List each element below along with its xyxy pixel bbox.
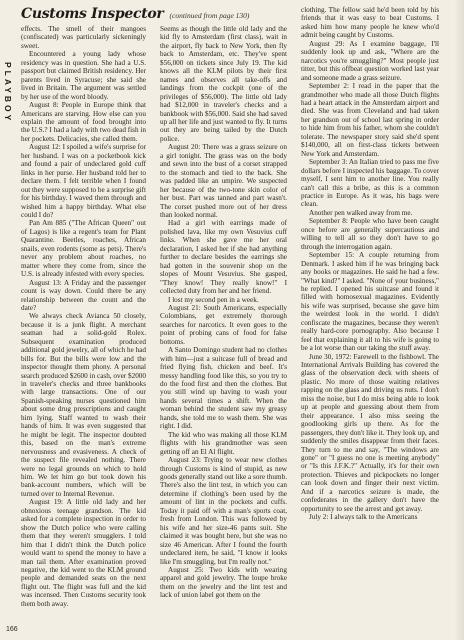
- paragraph: August 8: People in Europe think that Americans are starving. How else can you explain the amount of food brought into the U.S.? I had a lady with two dead fish in her pockets. Delicacies, she called them.: [21, 101, 146, 143]
- page-number: 166: [6, 626, 18, 633]
- paragraph: clothing. The fellow said he'd been told by his friends that it was easy to beat Customs. I asked him how many people he knew who'd admit being caught by Customs.: [301, 6, 439, 40]
- text-column-1: [21, 25, 146, 608]
- paragraph: June 30, 1972: Farewell to the fishbowl. The International Arrivals Building has covered the glass of the observation deck with sheets of plastic. No more of those waiting relatives rapping on the glass and driving us nuts. I don't miss the noise, but I do miss being able to look up at people and guessing about them from their appearance. I also miss seeing the goodlooking girls up there. As for the passengers, they don't like it. They look up, and suddenly the smiles disappear from their faces. They turn to me and say, "The windows are gone" or "I guess no one is meeting anybody" or "Is this J.F.K.?" Actually, it's for their own protection. Thieves and pickpockets no longer can look down and finger their next victim. And if a narcotics seizure is made, the confederates in the gallery don't have the opportunity to see the arrest and get away.: [301, 352, 439, 513]
- paragraph: September 2: I read in the paper that the grandmother who made all those Dutch flights had a heart attack in the Amsterdam airport and died. She was from Cleveland and had taken her grandson out of school last spring in order to hide him from his father, whom she couldn't tolerate. The newspaper story said she'd spent $140,000, all on first-class tickets between New York and Amsterdam.: [301, 82, 439, 158]
- text-column-3: [301, 6, 439, 522]
- paragraph: August 12: I spoiled a wife's surprise for her husband. I was on a pocketbook kick and found a pair of undeclared gold cuff links in her purse. Her husband told her to declare them. I felt terrible when I found out they were supposed to be a surprise gift for his birthday. I waved them through and wished him a happy birthday. What else could I do?: [21, 143, 146, 219]
- continued-note: (continued from page 130): [169, 11, 250, 20]
- page-edge-shadow: [454, 0, 464, 640]
- text-column-2: [160, 25, 287, 600]
- paragraph: August 21: South Americans, especially Colombians, get extremely thorough searches for narcotics. It even goes to the point of probing cans of food for false bottoms.: [160, 303, 287, 346]
- paragraph: effects. The smell of their mangoes (confiscated) was particularly sickeningly sweet.: [21, 25, 146, 50]
- paragraph: August 23: Trying to wear new clothes through Customs is kind of stupid, as new goods generally stand out like a sore thumb. There's also the lint test, in which you can determine if clothing's been used by the amount of lint in the pockets and cuffs. Today it paid off with a man's sports coat, fresh from London. This was followed by his wife and her size-46 pants suit. She claimed it was bought here, but she was no size 46 American. After I found the fourth undeclared item, he said, "I know it looks like I'm smuggling, but I'm really not.": [160, 456, 287, 566]
- article-title-logo: Customs Inspector: [21, 6, 164, 22]
- paragraph: August 13: A Friday and the passenger count is way down. Could there be any relationship between the count and the date?: [21, 278, 146, 312]
- paragraph: August 19: A little old lady and her obnoxious teenage grandson. The kid asked for a complete inspection in order to show the Dutch police who were calling them that they weren't smugglers. I told him that I didn't think the Dutch police would want to spend the money to have a man tail them. After examination proved negative, the kid went to the KLM ground people and demanded seats on the next flight out. The flight was full and the kid was incensed. Then Customs security took them both away.: [21, 498, 146, 608]
- paragraph: Encountered a young lady whose residency was in question. She had a U.S. passport but claimed British residency. Her parents lived in Syracuse; she said she lived in Britain. The argument was settled by her use of the word bloody.: [21, 50, 146, 101]
- paragraph: I lost my second pen in a week.: [168, 295, 259, 304]
- paragraph: Seems as though the little old lady and the kid fly to Amsterdam (first class), wait in the airport, fly back to New York, then fly back to Amsterdam, etc. They've spent $56,000 on tickets since July 19. The kid knows all the KLM pilots by their first names and observes all take-offs and landings from the cockpit (one of the privileges of $56,000). The little old lady had $12,000 in traveler's checks and a bankbook with $56,000. Said she had saved up all her life and just wanted to fly. It turns out they are being tailed by the Dutch police.: [160, 25, 287, 143]
- paragraph: Pan Am 885 ("The African Queen" out of Lagos) is like a regent's team for Plant Quarantine. Beetles, roaches, African snails, even rodents (some as pets). There's never any problem about roaches, no matter where they come from, since the U.S. is already infested with every species.: [21, 219, 146, 279]
- paragraph: August 29: As I examine baggage, I'll suddenly look up and ask, "Where are the narcotics you're smuggling?" Most people just titter, but this offbeat question worked last year and someone made a grass seizure.: [301, 39, 439, 82]
- paragraph: Another pen walked away from me.: [309, 208, 413, 217]
- paragraph: August 20: There was a grass seizure on a girl tonight. The grass was on the body and sewn into the bust of a corset strapped to the stomach and tied to the back. She was padded like an umpire. We suspected her because of the two-tone skin color of her bust. Part was tanned and part wasn't. The corset pushed more out of her dress than looked normal.: [160, 143, 287, 219]
- magazine-side-label: PLAYBOY: [3, 62, 13, 124]
- paragraph: A Santo Domingo student had no clothes with him—just a suitcase full of bread and fried flying fish, chicken and beef. It's messy handling food like this, so you try to do the food first and then the clothes. But you still wind up having to wash your hands several times a shift. When the woman behind the student saw my greasy hands, she told me to wash them. She was right. I did.: [160, 346, 287, 431]
- article-header: [21, 6, 249, 26]
- paragraph: The kid who was making all those KLM flights with his grandmother was seen getting off an El Al flight.: [160, 430, 287, 456]
- paragraph: August 25: Two kids with wearing apparel and gold jewelry. The loupe broke them on the jewelry and the lint test and lack of union label got them on the: [160, 566, 287, 600]
- paragraph: July 2: I always talk to the Americans: [309, 513, 418, 522]
- paragraph: September 15: A couple returning from Denmark. I asked him if he was bringing back any books or magazines. He said he had a few. "What kind?" I asked. "None of your business," he replied. I opened his suitcase and found it filled with homosexual magazines. Evidently his wife was surprised, because she gave him the weirdest look in the world. I didn't confiscate the magazines, because they weren't really hard-core pornography. Also because I feel that explaining it all to his wife is going to be a lot worse than our taking the stuff away.: [301, 251, 439, 353]
- paragraph: We always check Avianca 50 closely, because it is a junk flight. A merchant seaman had a solid-gold Rolex. Subsequent examination produced additional gold jewelry, all of which he had bills for. But the bills were low and the inspector thought them phony. A personal search produced $2600 in cash, over $2000 in traveler's checks and three bankbooks with large transactions. One of our Spanish-speaking nurses questioned him about some drug prescriptions and caught him lying. Staff wanted to wash their hands of him. It was even suggested that he might be legit. The inspector doubted this, based on the man's extreme nervousness and evasiveness. A check of the suspect file revealed nothing. There were no legal grounds on which to hold him. We let him go but took down his bank-account numbers, which will be turned over to Internal Revenue.: [21, 312, 146, 498]
- paragraph: Had a girl with earrings made of polished lava, like my own Vesuvius cuff links. When she gave me her oral declaration, I asked her if she had anything further to declare besides the earrings she had gotten in the souvenir shop on the slopes of Mount Vesuvius. She gasped, "They know! They really know!" I collected duty from her and her friend.: [160, 219, 287, 296]
- paragraph: September 8: People who have been caught once before are generally supercautious and willing to tell all so they don't have to go through the interrogation again.: [301, 217, 439, 251]
- paragraph: September 3: An Italian tried to pass me five dollars before I inspected his baggage. To cover myself, I sent him to another line. You really can't call this a bribe, as this is a common practice in Europe. As it was, his bags were clean.: [301, 158, 439, 209]
